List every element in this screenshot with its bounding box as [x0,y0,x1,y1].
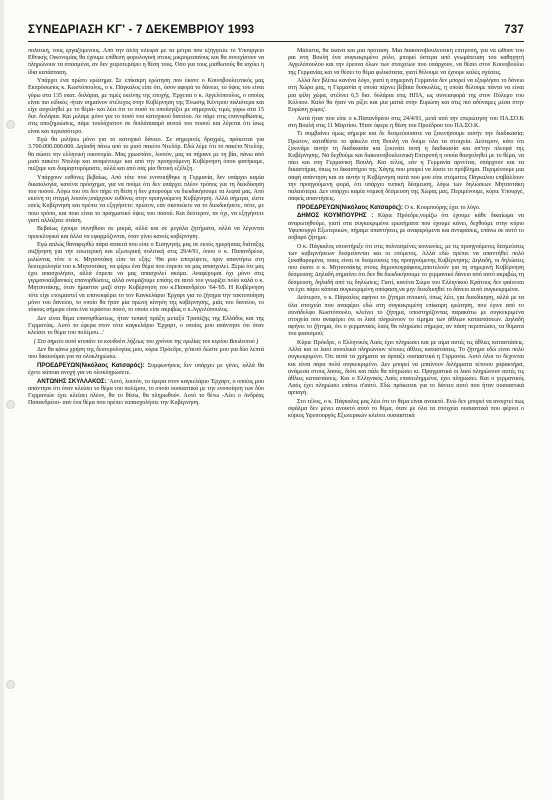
scan-edge [0,0,4,800]
body-paragraph: Τι συμβαίνει όμως σήμερα και δε δεσμεύουσατε να ξεκινήσουμε αυτήν την διαδικασία; Πρώτον, καταθέστε το φάκελο στη Βουλή να δούμε όλα τα στοιχεία. Δεύτερον, κάτε ότι ξεκινάμε αυτήν τη διαδικασία και ξεκινάει αυτή η διαδικασία και απ'την πλευρά της Κυβέρνησης. Να δεχθούμε και διακοινοβουλευτική Επιτροπή η οποία θασχοληθεί με το θέμα, να πάει και στη Γερμανική Βουλή. Και τέλος, εάν η Γερμανία αρνείται, υπάρχουν και τα δικαστήρια, όπως το δικαστήριο της Χάγης που μπορεί να λύσει το πρόβλημα. Περιμένουμε μια σαφή απάντηση και σε αυτήν η Κυβέρνηση αυτά που μου είπε στόματος Πάγκαλου επιβάλλουν την προηγούμενη φορά, ότι υπάρχει τυπική δέσμευση, λόγω των δηλώσεων Μητσοτάκη παλαιότερα. Δεν υπάρχει καμία νομική δέσμευση της Χώρας μας. Περιμένουμε, κύριε Υπουργέ, σαφείς απαντήσεις. [288,131,524,203]
body-paragraph: Εγώ θα μιλήσω μόνο για το κατοχικό δάνειο. Σε σημερινές δραχμές, πρόκειται για 3.700.000.000.000. Δηλαδή πάνω από το μισό πακέτο Ντελόρ. Εδώ λέμε ότι το πακέτο Ντελόρ, θα σώσει την ελληνική οικονομία. Μας χρωστάνε, λοιπόν, μας τα πήρανε με τη βία, πάνω από μισό πακέτο Ντελόρ και αναμένουμε και από την προηγούμενη Κυβέρνηση όπου φανήκαμε, πιέζαμε και διαμαρτυρόμαστε, αλλά και από σας μία θετική εξέλιξη. [28,137,264,173]
body-paragraph: Ο κ. Πάγκαλος υποστήριξε ότι στις πολιτισμένες κοινωνίες, με τις προηγούμενες δεσμεύσεις των κυβερνήσεων δεσμεύονται και οι επόμενες. Αλλά εδώ πρέπει να απαντήθεί πολύ ξεκαθαρομένα, ποιες είναι οι δεσμεύσεις της προηγούμενης Κυβέρνησης: Δηλαδή, οι δηλώσεις που έκανε ο κ. Μητσοτάκης στους δημοσιογράφους,αποτελούν για τη σημερινή Κυβέρνηση δέσμευση; Δηλαδή σημαίνει ότι δεν θα διεκδικήσουμε το γερμανικό δάνειο από αυτό ακριβώς τη δέσμευση, δηλαδή από τις δηλώσεις; Γιατί, κανένα Σώμα του Ελληνικού Κράτους δεν φαίνεται να έχει πάρει κάποια συγκεκριμένη απόφαση,να μην διεκδικηθεί το δάνειο αυτό συγκεκριμένα. [288,243,524,293]
speaker-name: ΠΡΟΕΔΡΕΥΩΝ(Νικόλαος Κατσαρός): [37,363,145,370]
body-paragraph: Βεβαίως έχουμε συνηθίσει σε μικρά, αλλά και σε μεγάλα ζητήματα, αλλά να λέγονται προεκλογικά και άλλα να εφαρμόζονται, όταν γίνει κανείς κυβέρνηση. [28,226,264,240]
speaker-paragraph [288,213,524,242]
speech-text: Κύριε Πρόεδρε,νομίζω ότι έχουμε κάθε δικαίωμα να αναρωτηθούμε, γιατί στα συγκεκριμένα ερωτήματα που έχουμε κάνει, δεχθούμε στην κύριο Υφυπουργό Εξωτερικών, πήραμε απαντήσεις με αναφερόμενα και αντιφάσεις, επάνω σε αυτό το σοβαρό ζήτημα. [288,213,524,242]
page-number: 737 [504,24,524,36]
punch-hole [6,680,15,689]
speaker-name: ΠΡΟΕΔΡΕΥΩΝ(Νικόλαος Κατσαρός): [297,204,403,211]
body-paragraph: Δεν θα κάνω χρήση της δευτερολογίας μου, κύριε Πρόεδρε, γι'αυτό δώστε μου για δύο λεπτά που δικαιούμαι για να ολοκληρώσω. [28,347,264,361]
body-paragraph: Δεν είναι θέμα επανορθώσεως, ήταν τυπική πράξη μεταξύ Τραπέζης της Ελλάδος και της Γερμανίας. Αυτό το έφερα στον τότε καγκελάριο 'Ερχαρτ, ο οποίος μου απάντησε ότι όταν κλείσει το θέμα του πολέμου...' [28,315,264,337]
body-paragraph: Εγώ απλώς θαναφερθώ πάρα ατακτά που είπε ο Εισηγητής μας σε εκτός ημερήσιας διάταξης συζήτηση για την εσωτερική και εξωτερική πολιτική στις 29/4/91, όπου ο κ. Παπανδρέου, μιλώντας τότε ο κ. Μητσοτάκη είπε τα εξής: 'Θα μου επιτρέψετε, πριν απαντήσω στη δευτερολογία του κ.Μητσοτάκη, να φέρω ένα θέμα που έπρεπε να μας απασχολεί. Ξέρω ότι μας έχει απασχολήσει, αλλά έπρεπε να μας απασχολεί ακόμα. Αναφέρομαι όχι μόνο στις γερμανοαλβανικές επανορθώσεις, αλλά ονομάζουμε επίσης σε αυτό του γνωρίζει πολύ καλά ο κ. Μητσοτάκης, όταν ήμασταν μαζί στην Κυβέρνηση του κ.Παπανδρέου '64-'65. Η Κυβέρνηση τότε είχε ετοιμαστεί να επανεκφέρει το τον Κανκελάριο Έρχαρτ για το ζήτημα την τακτοποίηση μόνο του δανείου, το οποίο θα ήταν μία πρώτη κίνηση της κυβέρνησης, μιάς του δανείου, το τόκους σήμερα είναι ένα τεράστιο ποσό, το οποίο είπε ακριβώς ο κ.Αγγελόπουλος. [28,242,264,314]
body-paragraph: Στο τέλος, ο κ. Πάγκαλος μας λέει ότι το θέμα είναι ανοικτό. Ενώ δεν μπορεί να ανοιχτεί πως σφάλμα δεν μένει ανοικτό αυτό το θέμα, όταν με όλα τα στοιχεία ουσιαστικά που φέρνει ο κύριος Υφυπουργός Εξωτερικών κλείνει ουσιαστικά [288,399,524,420]
speaker-name: ΔΗΜΟΣ ΚΟΥΜΠΟΥΡΗΣ : [297,213,374,220]
left-column [28,48,264,784]
body-paragraph: Αυτά ήταν που είπε ο κ.Παπανδρέου στις 24/4/91, μετά από την επερώτηση του ΠΑ.ΣΟ.Κ στη Βουλή στις 11 Μαρτίου. Ήταν όφερε η θέση του Προέδρου του ΠΑ.ΣΟ.Κ. [288,115,524,129]
speech-text: Ο κ. Κουμπούρης έχει το λόγο. [402,204,481,211]
body-paragraph: Υπάρχει ένα πρώτο ερώτημα. Σε επίκαιρη ερώτηση που έκανε ο Κοινοβουλευτικός μας Εκπρόσωπος κ. Κωστόπουλος, ο κ. Πάγκαλος είπε ότι, όσον αφορά το δάνειο, το ύψος του είναι γύρω στα 135 εκατ. δολάρια, με τιμές εκείνης της εποχής. Έρχεται ο κ. Αγγελόπουλος, ο οποίος είναι πιο ειδικός -ήταν σημαίνον στέλεχος στην Κυβέρνηση της Ένωσης Κέντρου παλιότερα και είχε ασχοληθεί με το θέμα- και λέει ότι το ποσό το υπολογίζει με σημερινές τιμές γύρω στα 15 δισ. δολάρια. Και μιλάμε μόνο για το ποσό του κατοχικού δανείου. Αν πάμε στις επανορθώσεις, στις αποζημιώσεις, πάμε τουλάχιστον σε διπλάσιασμό αυτού του ποσού και λέγεται ότι ίσως είναι και περισσότερο. [28,78,264,135]
speaker-name: ΑΝΤΩΝΗΣ ΣΚΥΛΛΑΚΟΣ: [37,378,107,385]
body-paragraph: Υπάρχουν ευθύνες βεβαίως. Από τότε που ενοποιήθηκε η Γερμανία, δεν υπάρχει καμία δικαιολογία, κανένα πρόσχημα, για να πούμε ότι δεν υπάρχει πλέον τρόπος για τη διεκδίκηση του ποσού. Λόγω του ότι δεν πήρε τη θέση η δεν μπορούμε να διεκδικήσουμε τα λεφτά μας. Από εκείνη τη στιγμή λοιπόν,υπάρχουν ευθύνες στην προηγούμενη Κυβέρνηση. Αλλά σήμερα, είστε εσείς Κυβέρνηση και πρέπει να εξηγήσετε: πρώτον, εάν σκοπεύετε να το διεκδικήσετε, πότε, με ποιο τρόπο, και ποιο είναι το πραγματικό ύψος του ποσού. Και δεύτερον, αν όχι, να εξηγήσετε γιατί αλλάξατε στάση. [28,174,264,224]
speech-text: Συμφωνήσεις δεν υπάρχει με γένει, αλλά θα έχετε κάποια ανοχή για να ολοκληρώσετε. [28,363,264,377]
stage-direction: ( Στο σημείο αυτό κτυπάει το κουδούνι λήξεως του χρόνου της ομιλίας του κυρίου Βουλευτού ) [33,338,259,345]
running-header [28,24,524,40]
body-paragraph: Κύριε Πρόεδρε, ο Ελληνικός Λαός έχει πληρώσει και με αίμα αυτές τις άθλιες καταστάσεις. Αλλά και οι λαοί συνολικά πληρώνουν τέτοιες άθλιες καταστάσεις. Το ζήτημα εδώ είναι πολύ συγκεκριμένο. Ότι αυτά τα χρήματα τα άρπαξε ουσιαστικά η Γερμανία. Αυτό όλοι το δέχονται και είναι πάρα πολύ συγκεκριμένο. Δεν μπορεί να μπαίνουν διλήμματα τέτοιου χαρακτήρα, ανάμεσα στους λαούς, διότι και πάλι θα πληρώσει κι. Πραγματικά οι λαοί πληρώνουν αυτές τις άθλιες καταστάσεις. Και ο Ελληνικός Λαός επανειλημμένα, έχει πληρώσει. Και ο γερμανικός Λαός έχει πληρώσει επάνω σ'αυτό. Εδώ πρόκειται για το δάνειο αυτό που ήταν ουσιαστικά αρπαγή. [288,340,524,397]
speaker-paragraph [288,205,524,212]
body-paragraph: Αλλά δεν βλέπω κανένα λόγο, γιατί η σημερινή Γερμανία δεν μπορεί να εξοφλήσει το δάνειο στη Χώρα μας, η Γερμανία η οποία πέρνει βέβαια δυσκολίες, η οποία θέλουμε πάντα να είναι μια φίλη χώρα, στέλνει 6,5 δισ. δολάρια στις ΗΠΑ, ως συνεισφορά της στον Πόλεμο του Κόλπου. Καλό θα ήταν να ρίξει και μια ματιά στην Ευρώπη και στις πιο αδύναμες μέσα στην Ευρώπη χώρες'. [288,78,524,114]
header-rule [28,41,524,42]
speaker-paragraph [28,379,264,408]
punch-hole [6,400,15,409]
body-paragraph: πολιτική, τους εργαζόμενους. Από την άλλη πλευρά με τα μέτρα που εξήγγειλε το Υπουργείο Εθνικής Οικονομίας θα έχουμε επίθεση φορολογική στους μικρομεσαίους και θα συνεχίσουν να πληρώνουν τα σπασμένα, αν δεν χειροτερέψει η θέση τους. Όσο για τους μισθωτούς θα ισχύει η ίδια κατάσταση. [28,48,264,76]
body-paragraph: Μάλιστα, θα έκανα και μια πρόταση. Μια διακοινοβουλευτική επιτροπή, για να ώθουν του ραι στη Βουλή ένα συγκεκριμένο ρόλο, μπορεί ύστερα από γνωμάτευση του καθηγητή Αγγελόπουλου και την έρευνα όλων των στοιχείων που υπάρχουν, να θέσει στον Κοινοβούλιο της Γερμανίας και να θέσει το θέμα φιλικότατα, γιατί θέλουμε να έχουμε καλές σχέσεις. [288,48,524,76]
speech-text: 'Αυτό, λοιπόν, το έφερα στον καγκελάριο 'Ερχαρτ, ο οποίος μου απάντησε ότι όταν κλείσει το θέμα του πολέμου, το οποίο ουσιαστικά με την ενοποίηση των δύο Γερμανιών έχει κλείσει πλέον, θα το θέσω, θα πληρωθούν. Αυτό το θέτω -Λέει ο Ανδρέας Παπανδρέου- σαν ένα θέμα που πρέπει ναπασχολήσει την Κυβέρνηση. [28,378,264,407]
punch-hole [6,120,15,129]
body-paragraph: Δεύτερον, ο κ. Πάγκαλος αφήνει το ζήτημα ανοικτό, όπως λέει, για διεκδίκηση, αλλά με τα όλα στοιχεία που αναφέρει εδώ στη συγκεκριμένη επίκαιρη ερώτηση, που έγινε από το συνάδελφο Κωστόπουλο, κλείνει το ζήτημα, υποστηρίζοντας παρακάτω με συγκεκριμένα στοιχεία που αναφέρει ότι οι λαοί πληρώνουν το τίμημα των άθλιων καταστάσεων. Δηλαδή αφήνει το ζήτημα, ότι ο γερμανικός λαός θα πληρώσει σήμερα, αν πάση περιπτώσει, τα θύματα του φασισμού; [288,295,524,338]
speaker-paragraph [28,363,264,377]
right-column [288,48,524,784]
session-title: ΣΥΝΕΔΡΙΑΣΗ ΚΓ' - 7 ΔΕΚΕΜΒΡΙΟΥ 1993 [28,24,255,36]
